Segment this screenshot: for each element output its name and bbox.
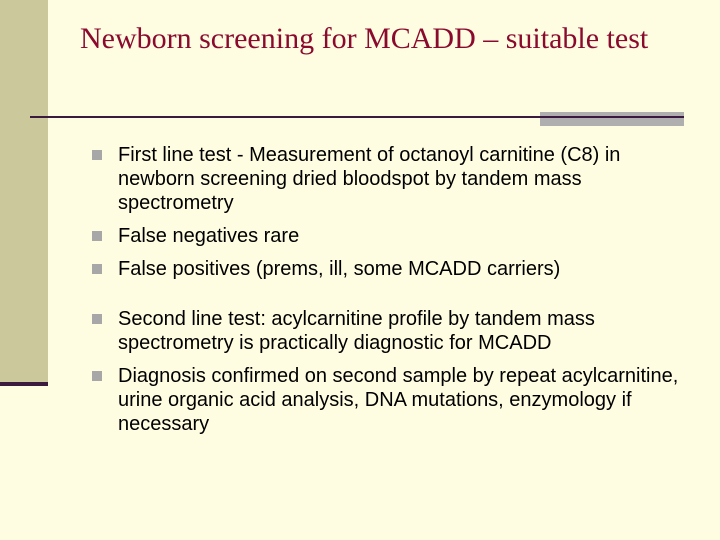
bullet-item bbox=[92, 364, 692, 436]
bullet-item bbox=[92, 224, 692, 248]
bullet-text: False negatives rare bbox=[118, 225, 300, 247]
bullet-item bbox=[92, 257, 692, 281]
title-accent-bar bbox=[540, 112, 684, 126]
bullet-text: False positives (prems, ill, some MCADD carriers) bbox=[118, 258, 561, 280]
square-bullet-icon bbox=[92, 314, 102, 324]
bullet-list bbox=[92, 143, 692, 445]
slide-title: Newborn screening for MCADD – suitable test bbox=[80, 22, 649, 55]
square-bullet-icon bbox=[92, 231, 102, 241]
bullet-text: Second line test: acylcarnitine profile by tandem mass spectrometry is practically diagnostic for MCADD bbox=[118, 308, 595, 354]
sidebar-rule bbox=[0, 382, 48, 386]
sidebar-decoration bbox=[0, 0, 48, 382]
square-bullet-icon bbox=[92, 371, 102, 381]
bullet-text: First line test - Measurement of octanoyl carnitine (C8) in newborn screening dried bloodspot by tandem mass spectrometry bbox=[118, 144, 621, 214]
square-bullet-icon bbox=[92, 150, 102, 160]
square-bullet-icon bbox=[92, 264, 102, 274]
bullet-item bbox=[92, 307, 692, 355]
title-rule bbox=[30, 116, 684, 118]
bullet-item bbox=[92, 143, 692, 215]
bullet-text: Diagnosis confirmed on second sample by repeat acylcarnitine, urine organic acid analysis, DNA mutations, enzymology if necessary bbox=[118, 365, 679, 435]
